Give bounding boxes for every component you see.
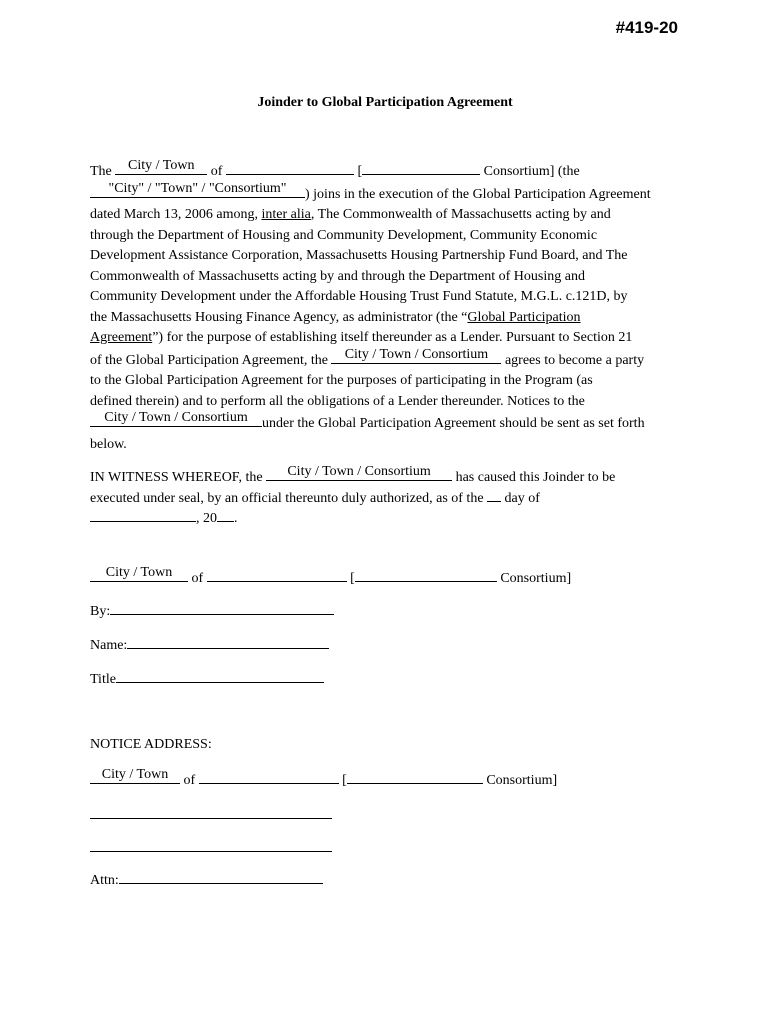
text-line-10b: agrees to become a party — [504, 352, 645, 368]
month-blank[interactable] — [90, 509, 196, 522]
document-body — [90, 160, 690, 530]
notice-address-line-2[interactable] — [90, 851, 332, 852]
text-consortium-the: Consortium] (the — [483, 164, 580, 179]
text-witness: IN WITNESS WHEREOF, the — [90, 470, 263, 485]
text-witness-b: has caused this Joinder to be — [455, 470, 616, 485]
city-town-consortium-field-1-text: City / Town / Consortium — [344, 346, 489, 362]
notice-consortium-close: Consortium] — [486, 773, 558, 788]
attn-line — [90, 871, 323, 889]
text-line-10: of the Global Participation Agreement, the — [90, 352, 328, 368]
signature-entity-line — [90, 567, 571, 587]
text-day-of: day of — [504, 490, 540, 506]
signature-of: of — [191, 571, 204, 586]
notice-bracket-open: [ — [342, 773, 347, 788]
notice-address-line-1[interactable] — [90, 818, 332, 819]
notice-city-town-field-text: City / Town — [101, 767, 169, 782]
by-line — [90, 602, 334, 620]
text-line-7: Community Development under the Affordable Housing Trust Fund Statute, M.G.L. c.121D, by — [90, 289, 628, 304]
signature-consortium-blank[interactable] — [355, 569, 497, 582]
city-town-field[interactable] — [115, 160, 207, 175]
title-line — [90, 670, 324, 688]
text-the: The — [90, 164, 112, 179]
document-title: Joinder to Global Participation Agreement — [257, 95, 513, 110]
paragraph-witness — [90, 466, 690, 530]
text-dated: dated March 13, 2006 among, — [90, 207, 258, 222]
by-blank[interactable] — [110, 602, 334, 615]
city-town-consortium-field-1[interactable] — [331, 346, 501, 364]
title-blank[interactable] — [116, 670, 324, 683]
city-town-consortium-field-3-text: City / Town / Consortium — [287, 464, 431, 479]
text-line-9: ”) for the purpose of establishing itself thereunder as a Lender. Pursuant to Section 21 — [152, 330, 633, 345]
bracket-open: [ — [357, 164, 363, 179]
gpa-defined-term-2: Agreement — [90, 330, 153, 345]
text-line-6: Commonwealth of Massachusetts acting by and through the Department of Housing and — [90, 268, 585, 284]
text-year-prefix: , 20 — [196, 511, 217, 526]
name-line — [90, 636, 329, 654]
gpa-defined-term-1: Global Participation — [467, 309, 581, 325]
notice-of: of — [183, 773, 196, 788]
signature-consortium-close: Consortium] — [500, 571, 572, 586]
signature-city-town-field-text: City / Town — [105, 565, 173, 580]
signature-bracket-open: [ — [350, 571, 355, 586]
text-line-8: the Massachusetts Housing Finance Agency, as administrator (the “ — [90, 309, 468, 325]
text-line-14: below. — [90, 436, 127, 452]
text-line-13: under the Global Participation Agreement should be sent as set forth — [262, 416, 645, 431]
day-blank[interactable] — [487, 489, 501, 502]
quoted-entity-field[interactable] — [90, 180, 305, 198]
quoted-entity-field-text: "City" / "Town" / "Consortium" — [108, 180, 287, 196]
year-blank[interactable] — [217, 509, 234, 522]
city-town-consortium-field-2-text: City / Town / Consortium — [104, 410, 248, 425]
signature-municipality-blank[interactable] — [207, 569, 347, 582]
text-line-12: defined therein) and to perform all the obligations of a Lender thereunder. Notices to the — [90, 393, 585, 409]
text-period: . — [234, 511, 238, 526]
city-town-consortium-field-2[interactable] — [90, 412, 262, 427]
text-joins: ) joins in the execution of the Global Participation Agreement — [305, 186, 651, 202]
notice-consortium-blank[interactable] — [347, 771, 483, 784]
document-number: #419-20 — [615, 18, 678, 37]
text-line-5: Development Assistance Corporation, Massachusetts Housing Partnership Fund Board, and The — [90, 248, 628, 263]
notice-heading: NOTICE ADDRESS: — [90, 737, 212, 752]
text-executed: executed under seal, by an official thereunto duly authorized, as of the — [90, 490, 484, 506]
text-line-4: through the Department of Housing and Community Development, Community Economic — [90, 227, 598, 243]
signature-city-town-field[interactable] — [90, 567, 188, 582]
name-blank[interactable] — [127, 636, 329, 649]
title-label: Title — [90, 672, 116, 687]
city-town-field-text: City / Town — [128, 158, 195, 173]
municipality-name-blank[interactable] — [226, 162, 354, 175]
consortium-name-blank[interactable] — [362, 162, 480, 175]
city-town-consortium-field-3[interactable] — [266, 466, 452, 481]
text-of: of — [210, 164, 223, 179]
text-line-11: to the Global Participation Agreement for the purposes of participating in the Program (as — [90, 373, 593, 388]
notice-municipality-blank[interactable] — [199, 771, 339, 784]
notice-city-town-field[interactable] — [90, 769, 180, 784]
attn-label: Attn: — [90, 873, 119, 888]
paragraph-joinder — [90, 160, 690, 455]
by-label: By: — [90, 604, 111, 619]
name-label: Name: — [90, 638, 128, 653]
attn-blank[interactable] — [119, 871, 323, 884]
text-inter-alia: inter alia — [261, 207, 311, 222]
notice-entity-line — [90, 769, 557, 789]
text-commonwealth: , The Commonwealth of Massachusetts acting by and — [310, 207, 611, 222]
